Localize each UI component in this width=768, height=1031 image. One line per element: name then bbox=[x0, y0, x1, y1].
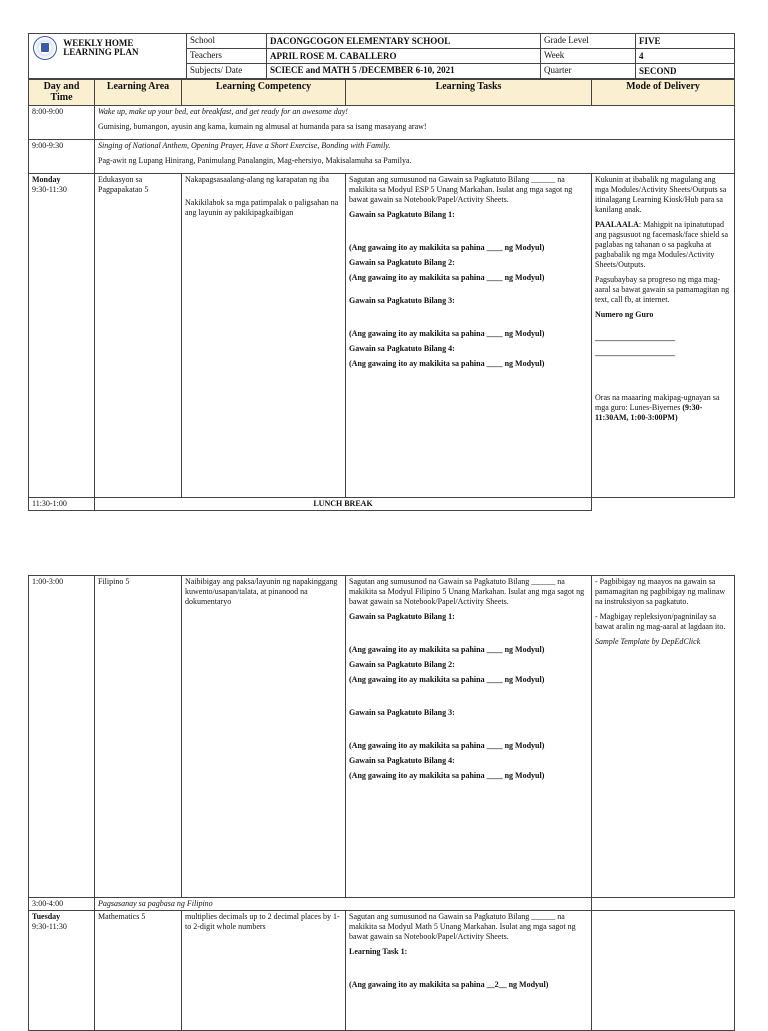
monday-time: 9:30-11:30 bbox=[32, 185, 67, 194]
monday-page-note-2: (Ang gawaing ito ay makikita sa pahina ____ ng Modyul) bbox=[349, 273, 545, 282]
monday-competency bbox=[182, 174, 346, 498]
header-table bbox=[28, 33, 735, 79]
col-head-day: Day and Time bbox=[29, 80, 95, 106]
col-head-competency: Learning Competency bbox=[182, 80, 346, 106]
paalala-text: : Mahigpit na ipinatutupad ang pagsusuot ng facemask/face shield sa paglabas ng tahanan o sa pagkuha at pagbabalik ng mga Modules/Activity Sheets/Outputs. bbox=[595, 220, 729, 269]
teachers-value: APRIL ROSE M. CABALLERO bbox=[267, 49, 541, 64]
monday-page-note-3: (Ang gawaing ito ay makikita sa pahina ____ ng Modyul) bbox=[349, 329, 545, 338]
afternoon-task-1: Gawain sa Pagkatuto Bilang 1: bbox=[349, 612, 455, 621]
afternoon-mode-3: Sample Template by DepEdClick bbox=[595, 637, 701, 646]
numero-line-2: ____________________ bbox=[595, 348, 675, 357]
monday-mode-1: Kukunin at ibabalik ng magulang ang mga Modules/Activity Sheets/Outputs sa itinalagang Learning Kiosk/Hub para sa kanilang anak. bbox=[595, 175, 727, 214]
col-head-mode: Mode of Delivery bbox=[592, 80, 735, 106]
monday-task-2: Gawain sa Pagkatuto Bilang 2: bbox=[349, 258, 455, 267]
plan-table-2 bbox=[28, 575, 735, 1031]
monday-time-cell bbox=[29, 174, 95, 498]
monday-intro: Sagutan ang sumusunod na Gawain sa Pagkatuto Bilang ______ na makikita sa Modyul ESP 5 Unang Markahan. Isulat ang mga sagot ng bawat gawain sa Notebook/Papel/Activity Sheets. bbox=[349, 175, 573, 204]
teachers-label: Teachers bbox=[187, 49, 267, 64]
page-2 bbox=[28, 575, 734, 1031]
afternoon-page-note-1: (Ang gawaing ito ay makikita sa pahina ____ ng Modyul) bbox=[349, 645, 545, 654]
afternoon-task-4: Gawain sa Pagkatuto Bilang 4: bbox=[349, 756, 455, 765]
tuesday-area: Mathematics 5 bbox=[95, 911, 182, 1031]
subjects-label: Subjects/ Date bbox=[187, 64, 267, 79]
oras-text bbox=[595, 393, 731, 423]
plan-title-1: WEEKLY HOME bbox=[63, 38, 134, 48]
grade-label: Grade Level bbox=[541, 34, 636, 49]
lunch-time: 11:30-1:00 bbox=[29, 498, 95, 511]
monday-page-note-1: (Ang gawaing ito ay makikita sa pahina ____ ng Modyul) bbox=[349, 243, 545, 252]
afternoon-area: Filipino 5 bbox=[95, 576, 182, 898]
col-head-area: Learning Area bbox=[95, 80, 182, 106]
monday-competency-2: Nakikilahok sa mga patimpalak o paligsahan na ang layunin ay pakikipagkaibigan bbox=[185, 198, 339, 217]
time-9-930: 9:00-9:30 bbox=[29, 140, 95, 174]
week-value: 4 bbox=[636, 49, 735, 64]
afternoon-task-2: Gawain sa Pagkatuto Bilang 2: bbox=[349, 660, 455, 669]
monday-task-3: Gawain sa Pagkatuto Bilang 3: bbox=[349, 296, 455, 305]
morning-line-en: Wake up, make up your bed, eat breakfast, and get ready for an awesome day! bbox=[98, 107, 348, 116]
monday-competency-1: Nakapagsasaalang-alang ng karapatan ng iba bbox=[185, 175, 329, 184]
afternoon-mode-2: - Magbigay repleksiyon/pagninilay sa bawat aralin ng mag-aaral at lagdaan ito. bbox=[595, 612, 726, 631]
tuesday-tasks bbox=[346, 911, 592, 1031]
oras-time: (9:30-11:30AM, 1:00-3:00PM) bbox=[595, 403, 703, 422]
morning-line-fil: Gumising, bumangon, ayusin ang kama, kumain ng almusal at humanda para sa isang masayang araw! bbox=[98, 122, 427, 131]
monday-mode bbox=[592, 174, 735, 498]
pagsasanay-label: Pagsasanay sa pagbasa ng Filipino bbox=[95, 898, 592, 911]
afternoon-competency: Naibibigay ang paksa/layunin ng napakinggang kuwento/usapan/talata, at pinanood na dokumentaryo bbox=[182, 576, 346, 898]
afternoon-task-3: Gawain sa Pagkatuto Bilang 3: bbox=[349, 708, 455, 717]
tuesday-page-note-1: (Ang gawaing ito ay makikita sa pahina __2__ ng Modyul) bbox=[349, 980, 549, 989]
tuesday-time: 9:30-11:30 bbox=[32, 922, 67, 931]
col-head-tasks: Learning Tasks bbox=[346, 80, 592, 106]
plan-title-2: LEARNING PLAN bbox=[63, 47, 139, 57]
tuesday-task-1: Learning Task 1: bbox=[349, 947, 408, 956]
tuesday-intro: Sagutan ang sumusunod na Gawain sa Pagkatuto Bilang ______ na makikita sa Modyul Math 5 Unang Markahan. Isulat ang mga sagot ng bawat gawain sa Notebook/Papel/Activity Sheets. bbox=[349, 912, 576, 941]
school-label: School bbox=[187, 34, 267, 49]
school-value: DACONGCOGON ELEMENTARY SCHOOL bbox=[267, 34, 541, 49]
monday-day: Monday bbox=[32, 175, 61, 184]
quarter-label: Quarter bbox=[541, 64, 636, 79]
afternoon-tasks bbox=[346, 576, 592, 898]
time-8-9: 8:00-9:00 bbox=[29, 106, 95, 140]
afternoon-page-note-3: (Ang gawaing ito ay makikita sa pahina ____ ng Modyul) bbox=[349, 741, 545, 750]
monday-task-1: Gawain sa Pagkatuto Bilang 1: bbox=[349, 210, 455, 219]
tuesday-day: Tuesday bbox=[32, 912, 61, 921]
lunch-break: LUNCH BREAK bbox=[95, 498, 592, 511]
afternoon-page-note-2: (Ang gawaing ito ay makikita sa pahina ____ ng Modyul) bbox=[349, 675, 545, 684]
monday-page-note-4: (Ang gawaing ito ay makikita sa pahina ____ ng Modyul) bbox=[349, 359, 545, 368]
monday-mode-3: Pagsubaybay sa progreso ng mga mag-aaral sa bawat gawain sa pamamagitan ng text, call fb, at internet. bbox=[595, 275, 730, 304]
plan-table-1 bbox=[28, 79, 735, 511]
afternoon-mode bbox=[592, 576, 735, 898]
afternoon-page-note-4: (Ang gawaing ito ay makikita sa pahina ____ ng Modyul) bbox=[349, 771, 545, 780]
monday-mode-2 bbox=[595, 220, 731, 270]
week-label: Week bbox=[541, 49, 636, 64]
numero-ng-guro: Numero ng Guro bbox=[595, 310, 654, 319]
paalala-label: PAALAALA bbox=[595, 220, 639, 229]
grade-value: FIVE bbox=[636, 34, 735, 49]
deped-seal-icon bbox=[33, 36, 57, 60]
pagsasanay-time: 3:00-4:00 bbox=[29, 898, 95, 911]
plan-title-cell bbox=[29, 34, 187, 79]
numero-line-1: ____________________ bbox=[595, 333, 675, 342]
monday-tasks bbox=[346, 174, 592, 498]
afternoon-intro: Sagutan ang sumusunod na Gawain sa Pagkatuto Bilang ______ na makikita sa Modyul Filipino 5 Unang Markahan. Isulat ang mga sagot ng bawat gawain sa Notebook/Papel/Activity Sheets. bbox=[349, 577, 585, 606]
oras-label: Oras na maaaring makipag-ugnayan sa mga guro: Lunes-Biyernes bbox=[595, 393, 720, 412]
tuesday-competency: multiplies decimals up to 2 decimal places by 1- to 2-digit whole numbers bbox=[182, 911, 346, 1031]
monday-area: Edukasyon sa Pagpapakatao 5 bbox=[95, 174, 182, 498]
opening-line-en: Singing of National Anthem, Opening Prayer, Have a Short Exercise, Bonding with Family. bbox=[98, 141, 391, 150]
quarter-value: SECOND bbox=[636, 64, 735, 79]
opening-line-fil: Pag-awit ng Lupang Hinirang, Panimulang Panalangin, Mag-ehersiyo, Makisalamuha sa Pamilya. bbox=[98, 156, 412, 165]
opening-routine bbox=[95, 140, 735, 174]
subjects-value: SCIECE and MATH 5 /DECEMBER 6-10, 2021 bbox=[267, 64, 541, 79]
monday-task-4: Gawain sa Pagkatuto Bilang 4: bbox=[349, 344, 455, 353]
afternoon-time: 1:00-3:00 bbox=[29, 576, 95, 898]
page-1 bbox=[28, 33, 734, 511]
morning-routine bbox=[95, 106, 735, 140]
afternoon-mode-1: - Pagbibigay ng maayos na gawain sa pamamagitan ng pagbibigay ng malinaw na instruksiyon sa pagkatuto. bbox=[595, 577, 726, 606]
tuesday-time-cell bbox=[29, 911, 95, 1031]
